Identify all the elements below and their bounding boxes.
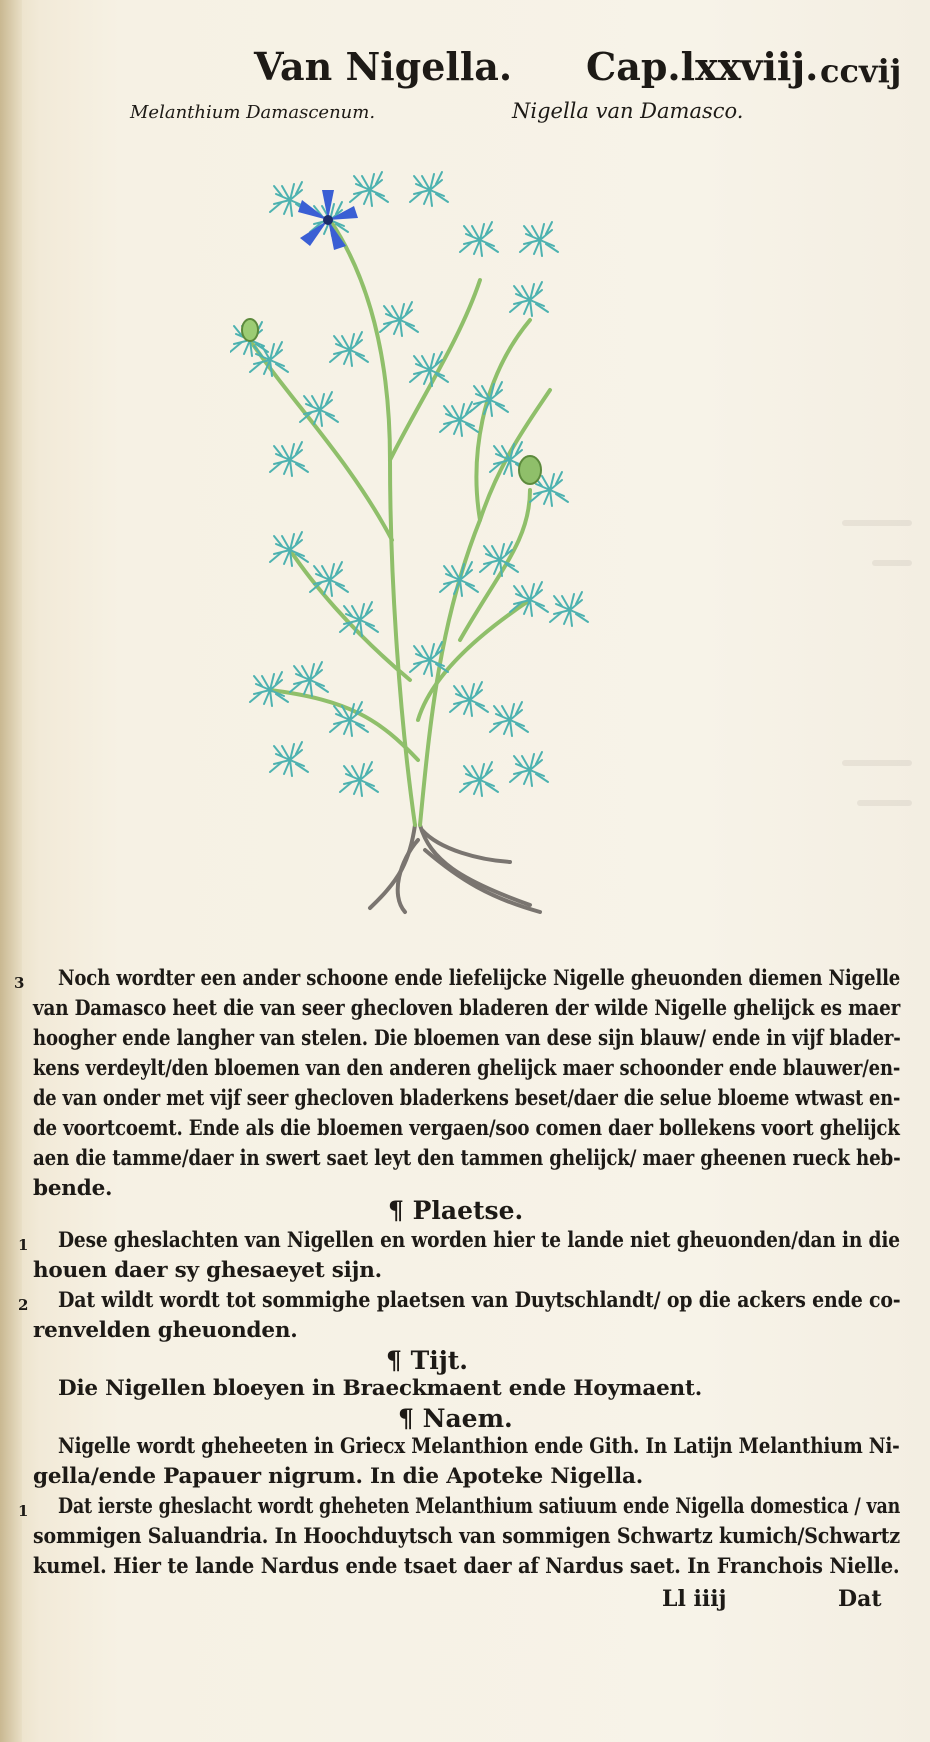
text-line: Dat ierste gheslacht wordt gheheten Melanthium satiuum ende Nigella domestica / van <box>58 1494 901 1519</box>
page-gutter <box>0 0 25 1742</box>
margin-number: 1 <box>18 1502 29 1520</box>
text-line: van Damasco heet die van seer ghecloven bladeren der wilde Nigelle ghelijck es maer <box>33 996 901 1021</box>
blue-flower <box>298 190 358 250</box>
stems <box>250 220 550 825</box>
folio-number: ccvij <box>820 52 902 90</box>
chapter-number: Cap.lxxviij. <box>586 44 819 89</box>
text-line: de voortcoemt. Ende als die bloemen vergaen/soo comen daer bollekens voort ghelijck <box>33 1116 900 1141</box>
bleed-through <box>842 760 912 766</box>
text-line: hoogher ende langher van stelen. Die bloemen van dese sijn blauw/ ende in vijf blader- <box>33 1026 901 1051</box>
paragraph-mark-icon: ¶ <box>388 1196 413 1225</box>
text-line: de van onder met vijf seer ghecloven bladerkens beset/daer die selue bloeme wtwast en- <box>33 1086 901 1111</box>
text-line: aen die tamme/daer in swert saet leyt den tammen ghelijck/ maer gheenen rueck heb- <box>33 1146 901 1171</box>
nigella-plant-illustration <box>230 160 650 920</box>
text-line: sommigen Saluandria. In Hoochduytsch van sommigen Schwartz kumich/Schwartz <box>33 1524 900 1549</box>
section-heading-plaetse: ¶ Plaetse. <box>388 1196 524 1225</box>
text-line: kens verdeylt/den bloemen van den anderen ghelijck maer schoonder ende blauwer/en- <box>33 1056 901 1081</box>
text-line: Nigelle wordt gheheeten in Griecx Melanthion ende Gith. In Latijn Melanthium Ni- <box>58 1434 900 1459</box>
dutch-plant-name: Nigella van Damasco. <box>512 99 744 123</box>
text-line: Die Nigellen bloeyen in Braeckmaent ende Hoymaent. <box>58 1376 702 1401</box>
text-line: Dat wildt wordt tot sommighe plaetsen van Duytschlandt/ op die ackers ende co- <box>58 1288 901 1313</box>
bleed-through <box>857 800 912 806</box>
paragraph-mark-icon: ¶ <box>386 1346 411 1375</box>
flower-bud <box>242 319 258 341</box>
text-line: houen daer sy ghesaeyet sijn. <box>33 1258 382 1283</box>
text-line: gella/ende Papauer nigrum. In die Apoteke Nigella. <box>33 1464 644 1489</box>
paragraph-mark-icon: ¶ <box>398 1404 423 1433</box>
text-line: Dese gheslachten van Nigellen en worden hier te lande niet gheuonden/dan in die <box>58 1228 900 1253</box>
section-heading-tijt: ¶ Tijt. <box>386 1346 469 1375</box>
text-line: bende. <box>33 1176 113 1201</box>
margin-number: 2 <box>18 1296 29 1314</box>
text-line: renvelden gheuonden. <box>33 1318 298 1343</box>
roots <box>370 825 540 912</box>
latin-plant-name: Melanthium Damascenum. <box>130 102 376 123</box>
catchword: Dat <box>838 1586 882 1612</box>
chapter-title: Van Nigella. <box>254 44 513 89</box>
signature-mark: Ll iiij <box>662 1586 727 1612</box>
seed-pod <box>519 456 541 484</box>
bleed-through <box>872 560 912 566</box>
section-heading-naem: ¶ Naem. <box>398 1404 513 1433</box>
bleed-through <box>842 520 912 526</box>
text-line: kumel. Hier te lande Nardus ende tsaet daer af Nardus saet. In Franchois Nielle. <box>33 1554 900 1579</box>
margin-number: 1 <box>18 1236 29 1254</box>
margin-number: 3 <box>14 974 25 992</box>
text-line: Noch wordter een ander schoone ende liefelijcke Nigelle gheuonden diemen Nigelle <box>58 966 901 991</box>
